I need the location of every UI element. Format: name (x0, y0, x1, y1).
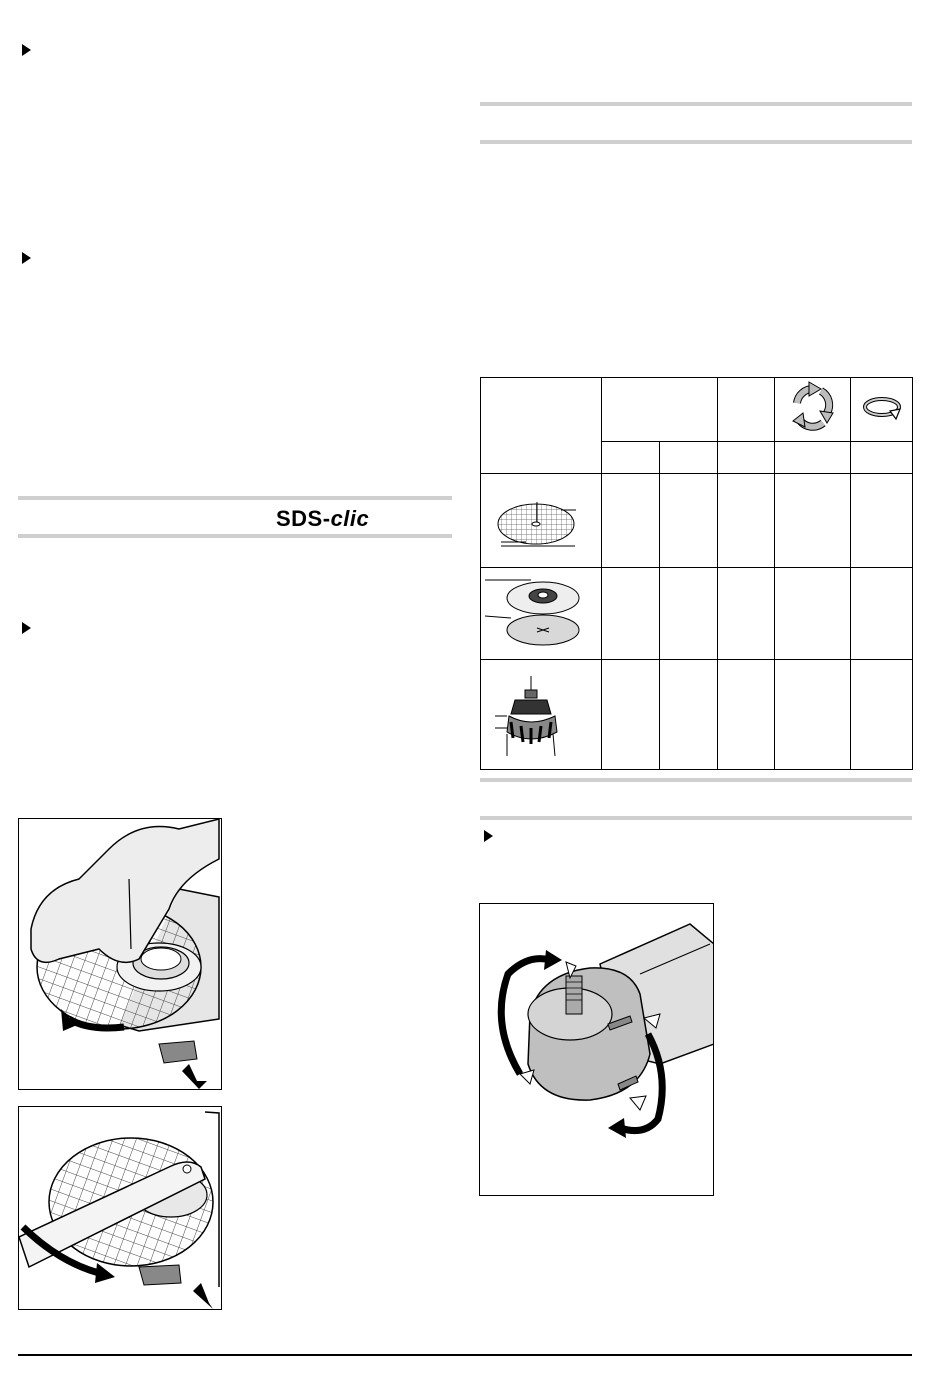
sds-logo-prefix: SDS- (276, 506, 331, 531)
table-header-cell (851, 378, 913, 442)
mount-disc-illustration (19, 819, 222, 1090)
table-header-cell (775, 378, 851, 442)
gear-head-illustration (480, 904, 714, 1196)
section-rule-top (480, 778, 912, 782)
section-rule-top (18, 496, 452, 500)
bullet-marker (22, 44, 31, 56)
sds-clic-logo (276, 506, 369, 532)
table-row-cup-brush (481, 660, 602, 770)
backing-pad-icon (481, 568, 601, 654)
table-row-backing-pad (481, 568, 602, 660)
cutting-disc-icon (481, 474, 601, 562)
table-subheader-cell (718, 442, 775, 474)
figure-remove-disc (18, 1106, 222, 1310)
table-header-cell (481, 378, 602, 474)
figure-rotate-gear-head (479, 903, 714, 1196)
table-row-cutting-disc (481, 474, 602, 568)
recycle-arrows-icon (787, 381, 839, 433)
accessory-table (480, 377, 913, 770)
figure-mount-disc (18, 818, 222, 1090)
bullet-marker (22, 252, 31, 264)
section-rule-bottom (480, 140, 912, 144)
section-rule-bottom (18, 534, 452, 538)
table-subheader-cell (660, 442, 718, 474)
table-subheader-cell (602, 442, 660, 474)
table-subheader-cell (851, 442, 913, 474)
cup-brush-icon (481, 660, 601, 764)
table-subheader-cell (775, 442, 851, 474)
page-footer-rule (18, 1354, 912, 1356)
sds-logo-suffix: clic (330, 506, 370, 531)
remove-disc-illustration (19, 1107, 222, 1310)
table-header-cell (602, 378, 718, 442)
rotation-direction-icon (860, 393, 904, 421)
section-rule-bottom (480, 816, 912, 820)
table-header-cell (718, 378, 775, 442)
bullet-marker (484, 830, 493, 842)
bullet-marker (22, 622, 31, 634)
section-rule-top (480, 102, 912, 106)
